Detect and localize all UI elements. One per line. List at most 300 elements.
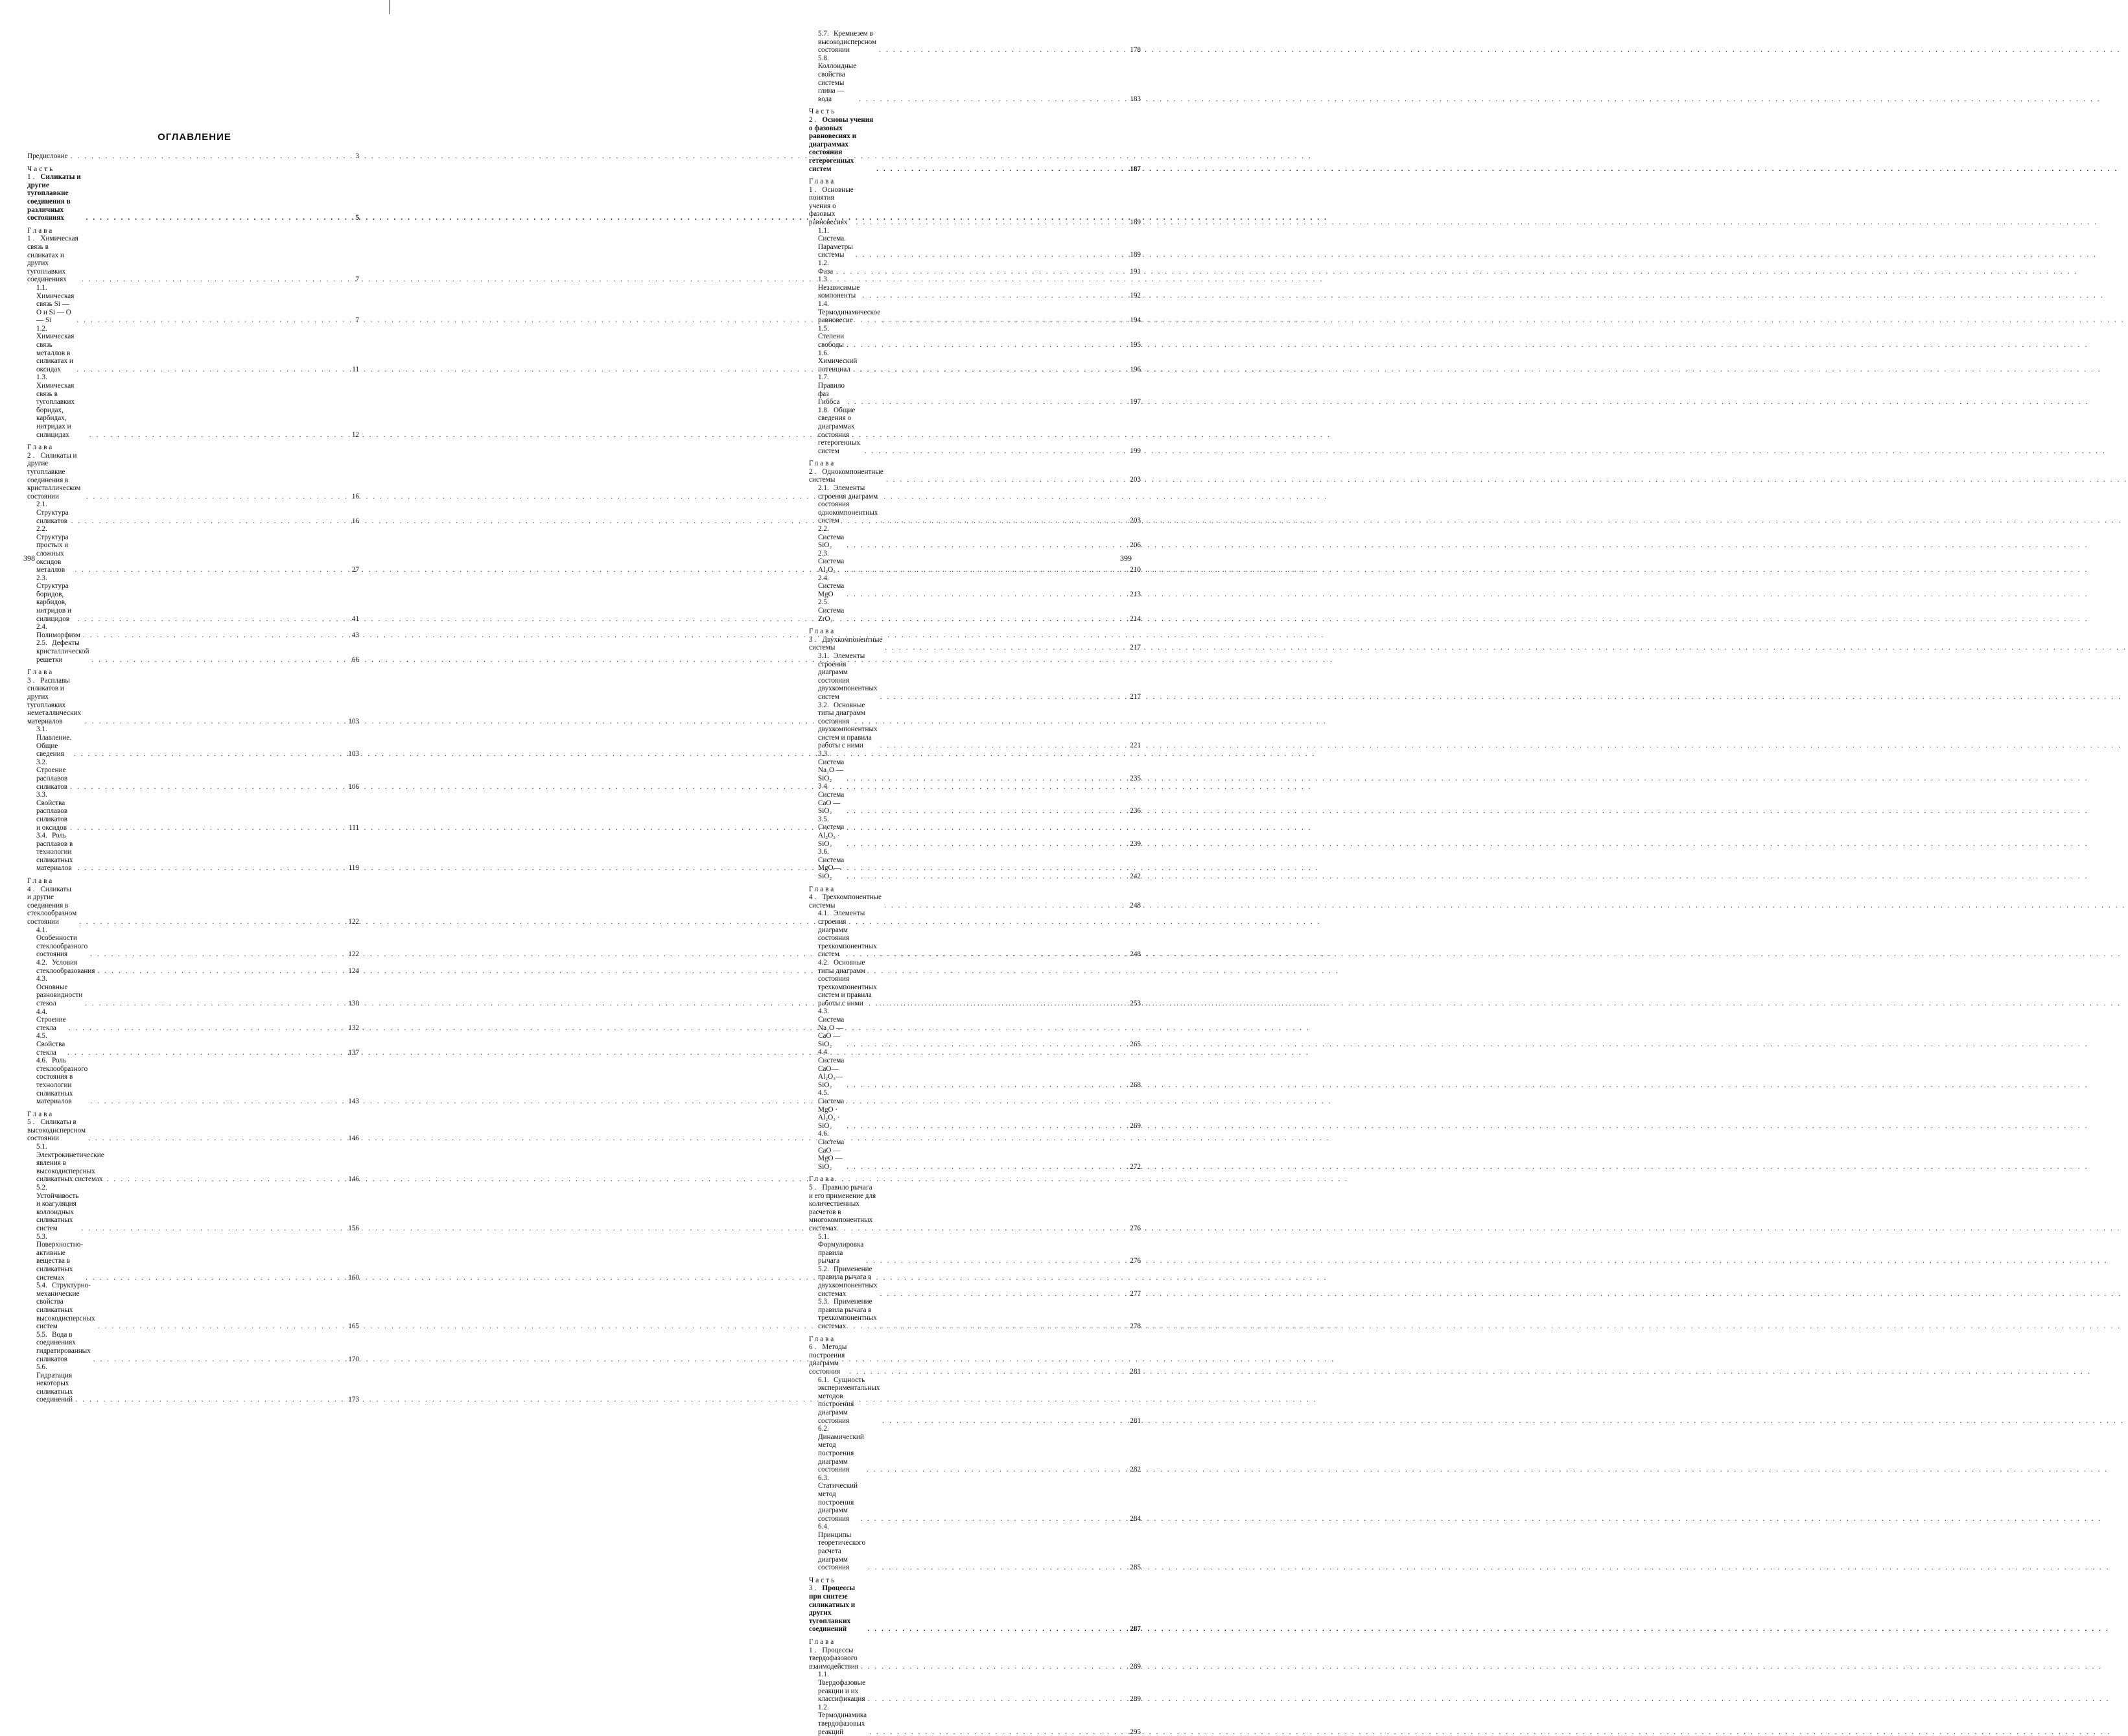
toc-entry-page: 276: [1130, 1257, 1141, 1265]
toc-entry-text: Правило фаз Гиббса: [818, 381, 845, 406]
toc-entry-page: 111: [349, 823, 359, 832]
toc-entry-title: [818, 54, 856, 104]
toc-entry-page: 165: [348, 1322, 359, 1331]
toc-entry-page: 248: [1130, 950, 1141, 959]
toc-entry-text: Предисловие: [27, 152, 68, 160]
toc-entry-number: 3.6.: [818, 848, 829, 856]
toc-entry-page: 119: [348, 864, 359, 873]
toc-entry-page: 103: [348, 717, 359, 725]
toc-entry-number: 5.5.: [36, 1330, 47, 1339]
toc-dot-leader: [69, 1024, 341, 1033]
toc-entry-chap: [809, 178, 1141, 227]
toc-dot-leader: [867, 1466, 1123, 1474]
toc-entry-number: 2.2.: [818, 525, 829, 534]
toc-dot-leader: [865, 447, 1123, 456]
toc-entry-chap: [27, 1110, 359, 1143]
toc-entry-sec: [27, 975, 359, 1007]
toc-dot-leader: [859, 366, 1123, 374]
toc-entry-title: [27, 165, 84, 222]
toc-entry-number: 4.2.: [36, 959, 47, 967]
toc-entry-text: Трехкомпонентные системы: [809, 893, 882, 909]
toc-entry-page: 43: [351, 631, 359, 639]
toc-entry-text: Химическая связь металлов в силикатах и оксидах: [36, 333, 75, 373]
toc-entry-text: Роль стеклообразного состояния в технологии силикатных материалов: [36, 1057, 88, 1106]
left-page-number: 398: [23, 554, 35, 563]
toc-dot-leader: [867, 1625, 1123, 1634]
toc-entry-text: Плавление. Общие сведения: [36, 733, 72, 758]
toc-entry-text: Структурно-механические свойства силикатных высокодисперсных систем: [36, 1282, 95, 1331]
toc-entry-label: Глава 1.: [809, 178, 836, 194]
toc-entry-sec: [809, 550, 1141, 574]
toc-entry-number: 6.1.: [818, 1376, 829, 1384]
toc-entry-text: Система MgO: [818, 582, 845, 598]
toc-entry-text: Применение правила рычага в двухкомпонентных системах: [818, 1265, 878, 1298]
toc-entry-title: [809, 178, 854, 227]
toc-entry-sec: [27, 525, 359, 574]
toc-entry-title: [818, 1523, 865, 1572]
toc-entry-number: 3.4.: [818, 782, 829, 791]
toc-entry-page: 187: [1130, 165, 1141, 173]
toc-entry-title: [818, 349, 857, 374]
toc-entry-text: Применение правила рычага в трехкомпонентных системах: [818, 1298, 877, 1331]
toc-entry-sec: [27, 500, 359, 525]
toc-dot-leader: [856, 218, 1123, 227]
toc-entry-page: 7: [355, 276, 359, 284]
toc-entry-title: [818, 574, 844, 599]
toc-entry-page: 242: [1130, 872, 1141, 880]
toc-entry-text: Строение стекла: [36, 1016, 66, 1032]
toc-entry-sec: [27, 926, 359, 959]
toc-entry-page: 194: [1130, 316, 1141, 325]
toc-dot-leader: [71, 517, 341, 526]
toc-entry-text: Роль расплавов в технологии силикатных материалов: [36, 832, 73, 873]
toc-entry-text: Система. Параметры системы: [818, 235, 853, 259]
toc-entry-page: 221: [1130, 742, 1141, 750]
toc-entry-chap: [809, 460, 1141, 484]
toc-entry-title: [818, 815, 844, 848]
toc-entry-sec: [809, 349, 1141, 374]
toc-dot-leader: [77, 615, 341, 624]
toc-entry-page: 7: [355, 316, 359, 325]
toc-entry-sec: [809, 1265, 1141, 1298]
toc-entry-page: 192: [1130, 292, 1141, 300]
toc-entry-title: [36, 373, 87, 439]
toc-entry-text: Гидратация некоторых силикатных соединений: [36, 1371, 73, 1404]
toc-entry-title: [36, 1008, 66, 1033]
toc-entry-sec: [809, 373, 1141, 406]
toc-entry-title: [36, 1331, 91, 1363]
toc-dot-leader: [847, 873, 1123, 881]
toc-entry-page: 189: [1130, 251, 1141, 259]
toc-dot-leader: [70, 783, 341, 792]
toc-entry-label: Глава 4.: [27, 877, 54, 893]
toc-dot-leader: [847, 341, 1123, 349]
toc-entry-sec: [809, 1425, 1141, 1474]
toc-dot-leader: [847, 398, 1123, 406]
toc-entry-page: 156: [348, 1225, 359, 1232]
toc-entry-text: Принципы теоретического расчета диаграмм состояния: [818, 1531, 866, 1572]
toc-entry-part: [27, 165, 359, 222]
toc-entry-part: [809, 1577, 1141, 1634]
toc-entry-page: 189: [1130, 218, 1141, 227]
toc-dot-leader: [76, 316, 341, 325]
toc-entry-title: [818, 276, 859, 300]
toc-entry-title: [36, 639, 89, 664]
toc-entry-sec: [809, 598, 1141, 623]
toc-entry-sec: [809, 815, 1141, 848]
toc-entry-text: Элементы строения диаграмм состояния трехкомпонентных систем: [818, 909, 877, 959]
toc-entry-text: Общие сведения о диаграммах состояния гетерогенных систем: [818, 406, 860, 455]
toc-dot-leader: [90, 1097, 341, 1106]
toc-entry-text: Химический потенциал: [818, 357, 858, 373]
toc-entry-title: [818, 1298, 877, 1330]
toc-entry-text: Термодинамическое равновесие: [818, 308, 881, 325]
toc-entry-title: [818, 525, 844, 550]
toc-entry-title: [818, 1671, 865, 1703]
toc-entry-text: Структура силикатов: [36, 508, 69, 525]
toc-dot-leader: [107, 1175, 341, 1184]
toc-dot-leader: [847, 591, 1123, 599]
toc-entry-page: 285: [1130, 1564, 1141, 1572]
toc-entry-title: [818, 406, 862, 456]
toc-entry-text: Система ZrO₂: [818, 606, 845, 623]
toc-entry-page: 137: [348, 1048, 359, 1057]
toc-entry-text: Дефекты кристаллической решетки: [36, 639, 89, 664]
toc-entry-page: 269: [1130, 1121, 1141, 1130]
toc-dot-leader: [847, 615, 1123, 624]
toc-dot-leader: [880, 1000, 1123, 1008]
toc-entry-title: [818, 373, 845, 406]
toc-entry-title: [818, 1704, 867, 1736]
toc-entry-title: [818, 782, 844, 815]
toc-entry-text: Степени свободы: [818, 333, 845, 349]
toc-entry-title: [36, 959, 95, 975]
toc-entry-title: [818, 1265, 878, 1298]
toc-entry-sec: [809, 300, 1141, 325]
toc-entry-sec: [809, 1298, 1141, 1330]
toc-dot-leader: [856, 251, 1123, 259]
toc-dot-leader: [849, 1368, 1123, 1376]
toc-entry-sec: [809, 1048, 1141, 1089]
toc-entry-number: 1.1.: [818, 226, 829, 235]
toc-entry-number: 1.4.: [818, 300, 829, 308]
toc-entry-sec: [809, 54, 1141, 104]
toc-entry-number: 1.8.: [818, 406, 829, 414]
toc-entry-title: [36, 284, 74, 325]
toc-entry-page: 106: [348, 782, 359, 791]
toc-entry-number: 6.2.: [818, 1425, 829, 1433]
toc-entry-text: Методы построения диаграмм состояния: [809, 1343, 847, 1376]
toc-entry-text: Основные разновидности стекол: [36, 983, 83, 1007]
toc-entry-number: 2.4.: [818, 574, 829, 582]
toc-entry-number: 3.2.: [36, 758, 47, 766]
toc-entry-page: 236: [1130, 807, 1141, 815]
toc-entry-label: Глава 5.: [809, 1175, 836, 1191]
toc-entry-page: 203: [1130, 517, 1141, 525]
toc-entry-number: 4.6.: [36, 1057, 47, 1065]
toc-entry-title: [818, 848, 844, 880]
toc-entry-text: Свойства расплавов силикатов и оксидов: [36, 799, 68, 832]
toc-entry-sec: [809, 1089, 1141, 1130]
toc-entry-page: 253: [1130, 999, 1141, 1007]
toc-entry-page: 213: [1130, 590, 1141, 598]
toc-dot-leader: [76, 366, 341, 374]
toc-entry-sec: [27, 623, 359, 639]
toc-entry-number: 5.4.: [36, 1282, 47, 1290]
toc-entry-page: 214: [1130, 615, 1141, 623]
toc-entry-number: 5.3.: [818, 1298, 829, 1306]
toc-entry-title: [36, 1233, 83, 1282]
toc-dot-leader: [74, 750, 341, 758]
toc-entry-label: Глава 1.: [809, 1638, 836, 1654]
toc-entry-sec: [27, 1233, 359, 1282]
toc-entry-title: [818, 909, 877, 959]
toc-entry-text: Основные типы диаграмм состояния трехкомпонентных систем и правила работы с ними: [818, 958, 877, 1007]
toc-entry-page: 146: [348, 1175, 359, 1184]
toc-entry-title: [818, 652, 878, 701]
toc-entry-title: [818, 1130, 844, 1171]
toc-entry-label: Глава 2.: [27, 443, 54, 460]
toc-entry-page: 287: [1130, 1625, 1141, 1634]
toc-entry-chap: [809, 886, 1141, 910]
toc-dot-leader: [836, 268, 1123, 276]
toc-entry-chap: [809, 628, 1141, 652]
toc-dot-leader: [847, 1081, 1123, 1090]
toc-entry-page: 191: [1130, 267, 1141, 276]
toc-entry-number: 2.5.: [36, 639, 47, 648]
toc-entry-number: 1.3.: [36, 373, 47, 382]
toc-entry-number: 1.5.: [818, 324, 829, 333]
toc-entry-text: Система CaO—Al₂O₃—SiO₂: [818, 1057, 845, 1089]
toc-entry-page: 284: [1130, 1514, 1141, 1523]
toc-entry-text: Особенности стеклообразного состояния: [36, 934, 88, 959]
toc-entry-title: [818, 259, 834, 276]
toc-entry-number: 5.7.: [818, 30, 829, 38]
toc-entry-number: 4.2.: [818, 958, 829, 967]
toc-entry-sec: [809, 750, 1141, 782]
toc-entry-label: Глава 6.: [809, 1335, 836, 1352]
toc-dot-leader: [883, 316, 1123, 325]
toc-entry-number: 3.1.: [818, 651, 829, 660]
toc-entry-sec: [27, 373, 359, 439]
toc-entry-title: [36, 725, 71, 758]
toc-entry-number: 2.1.: [818, 484, 829, 493]
toc-entry-text: Однокомпонентные системы: [809, 467, 883, 484]
toc-dot-leader: [85, 1000, 341, 1008]
toc-entry-page: 122: [348, 918, 359, 926]
toc-entry-text: Силикаты и другие соединения в стеклообразном состоянии: [27, 885, 77, 926]
toc-entry-title: [818, 959, 877, 1008]
toc-entry-number: 5.2.: [818, 1265, 829, 1273]
toc-entry-text: Строение расплавов силикатов: [36, 766, 68, 791]
toc-entry-page: 289: [1130, 1662, 1141, 1671]
toc-entry-number: 1.6.: [818, 349, 829, 357]
toc-entry-sec: [809, 1007, 1141, 1048]
toc-entry-text: Силикаты в высокодисперсном состоянии: [27, 1118, 86, 1143]
toc-entry-number: 5.8.: [818, 54, 829, 62]
toc-dot-leader: [880, 742, 1123, 750]
toc-entry-text: Статический метод построения диаграмм состояния: [818, 1482, 858, 1523]
toc-dot-leader: [882, 1417, 1123, 1425]
toc-entry-title: [809, 886, 882, 910]
toc-entry-label: Глава 3.: [809, 628, 836, 644]
toc-entry-page: 239: [1130, 839, 1141, 848]
toc-dot-leader: [847, 1122, 1123, 1131]
toc-entry-title: [27, 443, 84, 500]
toc-entry-sec: [809, 959, 1141, 1008]
toc-entry-title: [809, 1638, 858, 1671]
toc-dot-leader: [92, 656, 341, 664]
toc-entry-text: Система Na₂O — SiO₂: [818, 758, 845, 782]
toc-entry-sec: [809, 782, 1141, 815]
toc-entry-text: Полиморфизм: [36, 631, 80, 639]
toc-dot-leader: [880, 693, 1123, 701]
toc-entry-title: [36, 926, 88, 959]
toc-entry-title: [36, 1032, 65, 1057]
toc-entry-sec: [809, 848, 1141, 880]
toc-entry-sec: [809, 574, 1141, 599]
toc-entry-title: [36, 758, 67, 791]
toc-entry-sec: [809, 701, 1141, 751]
toc-entry-number: 3.2.: [818, 701, 829, 709]
toc-dot-leader: [97, 967, 341, 976]
toc-entry-sec: [27, 325, 359, 374]
toc-entry-title: [36, 325, 74, 374]
toc-entry-text: Фаза: [818, 267, 834, 276]
toc-entry-number: 1.1.: [818, 1671, 829, 1679]
toc-entry-text: Процессы при синтезе силикатных и других тугоплавких соединений: [809, 1584, 856, 1634]
toc-entry-page: 235: [1130, 774, 1141, 782]
toc-entry-text: Расплавы силикатов и других тугоплавких неметаллических материалов: [27, 676, 82, 725]
toc-entry-sec: [27, 1331, 359, 1363]
toc-entry-number: 1.2.: [818, 1703, 829, 1711]
toc-dot-leader: [886, 476, 1123, 484]
toc-dot-leader: [880, 950, 1123, 959]
toc-entry-sec: [809, 406, 1141, 456]
toc-entry-text: Элементы строения диаграмм состояния однокомпонентных систем: [818, 484, 878, 525]
toc-entry-title: [818, 1233, 863, 1265]
toc-dot-leader: [85, 718, 341, 726]
toc-entry-page: 124: [348, 967, 359, 975]
toc-entry-page: 276: [1130, 1224, 1141, 1232]
toc-entry-sec: [809, 1130, 1141, 1171]
toc-entry-sec: [27, 791, 359, 832]
toc-entry-number: 2.2.: [36, 525, 47, 534]
toc-entry-text: Формулировка правила рычага: [818, 1241, 864, 1265]
toc-entry-text: Основные типы диаграмм состояния двухкомпонентных систем и правила работы с ними: [818, 701, 878, 750]
toc-entry-text: Основные понятия учения о фазовых равновесиях: [809, 185, 854, 227]
toc-entry-sec: [27, 832, 359, 873]
toc-entry-text: Процессы твердофазового взаимодействия: [809, 1646, 858, 1671]
toc-entry-sec: [809, 259, 1141, 276]
toc-entry-chap: [27, 227, 359, 284]
toc-entry-title: [36, 623, 80, 639]
toc-entry-label: Глава 5.: [27, 1110, 54, 1127]
toc-dot-leader: [98, 1322, 341, 1331]
toc-entry-label: Глава 4.: [809, 885, 836, 902]
toc-dot-leader: [86, 1274, 341, 1282]
toc-entry-text: Система MgO · Al₂O₃ · SiO₂: [818, 1097, 845, 1130]
toc-entry-page: 278: [1130, 1322, 1141, 1331]
toc-entry-chap: [809, 1638, 1141, 1671]
toc-entry-title: [36, 1282, 95, 1331]
toc-entry-title: [818, 1425, 864, 1474]
toc-entry-page: 66: [351, 655, 359, 664]
toc-entry-sec: [809, 1376, 1141, 1425]
toc-entry-title: [818, 701, 878, 751]
toc-heading: ОГЛАВЛЕНИЕ: [158, 132, 231, 143]
toc-entry-page: 103: [348, 750, 359, 758]
toc-dot-leader: [82, 1225, 341, 1233]
toc-entry-number: 2.3.: [818, 549, 829, 557]
toc-dot-leader: [70, 824, 341, 832]
toc-entry-sec: [809, 325, 1141, 349]
toc-dot-leader: [75, 566, 341, 574]
toc-entry-label: Часть 1.: [27, 165, 55, 182]
toc-entry-number: 1.1.: [36, 283, 47, 292]
toc-entry-number: 6.4.: [818, 1523, 829, 1531]
toc-dot-leader: [82, 276, 341, 284]
toc-entry-label: Глава 1.: [27, 226, 54, 243]
right-page-number: 399: [1120, 554, 1132, 563]
toc-entry-page: 143: [348, 1097, 359, 1106]
book-spine-line: [389, 0, 390, 14]
toc-entry-number: 5.3.: [36, 1232, 47, 1241]
toc-entry-page: 272: [1130, 1162, 1141, 1171]
toc-entry-page: 122: [348, 950, 359, 959]
toc-entry-sec: [27, 574, 359, 624]
toc-entry-chap: [27, 668, 359, 725]
toc-dot-leader: [847, 775, 1123, 783]
toc-entry-page: 12: [351, 430, 359, 439]
toc-dot-leader: [847, 566, 1123, 574]
toc-entry-text: Условия стеклообразования: [36, 959, 95, 975]
toc-entry-number: 4.1.: [36, 926, 47, 934]
toc-entry-text: Динамический метод построения диаграмм состояния: [818, 1433, 864, 1474]
toc-entry-number: 1.2.: [36, 324, 47, 333]
toc-entry-sec: [809, 227, 1141, 259]
toc-entry-sec: [27, 1143, 359, 1184]
toc-entry-text: Электрокинетические явления в высокодисперсных силикатных системах: [36, 1151, 104, 1184]
toc-entry-page: 197: [1130, 398, 1141, 406]
toc-entry-sec: [809, 276, 1141, 300]
toc-entry-title: [809, 108, 874, 173]
toc-entry-label: Часть 3.: [809, 1576, 837, 1593]
toc-dot-leader: [866, 1257, 1123, 1265]
toc-dot-leader: [77, 864, 341, 873]
toc-entry-number: 3.3.: [36, 791, 47, 799]
toc-entry-page: 132: [348, 1024, 359, 1032]
toc-entry-number: 4.4.: [818, 1048, 829, 1057]
toc-entry-title: [818, 1376, 880, 1425]
toc-entry-title: [818, 484, 878, 525]
toc-entry-chap: [809, 1175, 1141, 1232]
toc-entry-number: 5.1.: [818, 1232, 829, 1241]
toc-entry-text: Свойства стекла: [36, 1040, 65, 1057]
toc-entry-number: 3.5.: [818, 815, 829, 823]
toc-entry-page: 217: [1130, 692, 1141, 701]
toc-entry-title: [36, 1184, 79, 1233]
toc-entry-page: 195: [1130, 340, 1141, 349]
toc-entry-text: Система CaO — SiO₂: [818, 791, 845, 815]
toc-entry-title: [36, 832, 75, 873]
toc-entry-number: 2.3.: [36, 574, 47, 582]
toc-entry-label: Часть 2.: [809, 108, 837, 124]
toc-entry-text: Основы учения о фазовых равновесиях и диаграммах состояния гетерогенных систем: [809, 115, 874, 173]
toc-dot-leader: [876, 165, 1123, 174]
toc-entry-text: Элементы строения диаграмм состояния двухкомпонентных систем: [818, 651, 878, 701]
toc-entry-sec: [809, 1233, 1141, 1265]
